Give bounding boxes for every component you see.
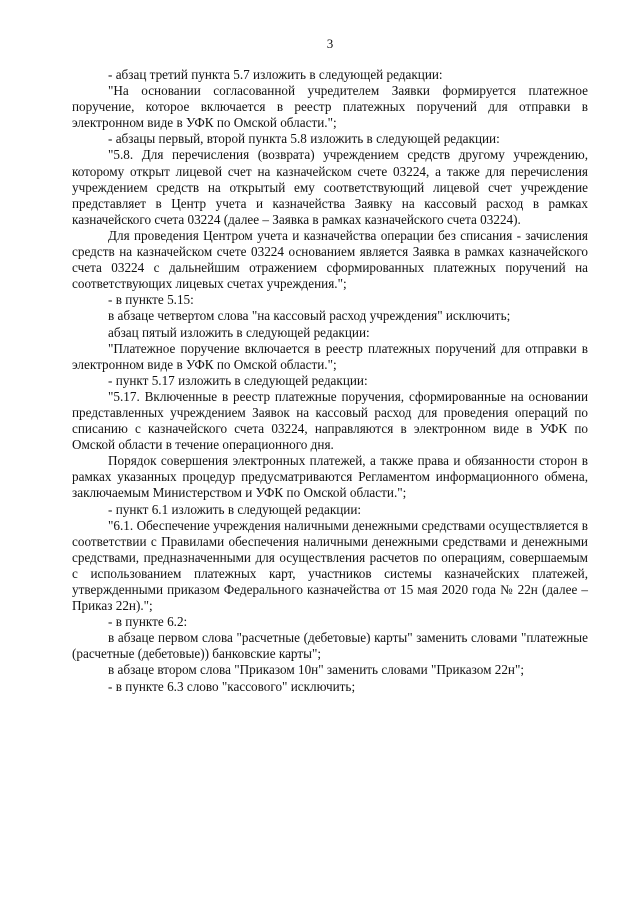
paragraph: в абзаце втором слова "Приказом 10н" заменить словами "Приказом 22н"; bbox=[108, 662, 525, 678]
paragraph: - абзац третий пункта 5.7 изложить в следующей редакции: bbox=[108, 67, 443, 82]
document-body bbox=[72, 67, 588, 695]
paragraph: Порядок совершения электронных платежей, а также права и обязанности сторон в рамках указанных процедур предусматриваются Регламентом информационного обмена, заключаемым Министерством и УФК по Омской области."; bbox=[72, 453, 588, 501]
page-number: 3 bbox=[326, 36, 334, 51]
paragraph: - в пункте 6.3 слово "кассового" исключить; bbox=[108, 678, 356, 694]
paragraph: "6.1. Обеспечение учреждения наличными денежными средствами осуществляется в соответствии с Правилами обеспечения наличными денежными средствами и денежными средствами, предназначенными для осуществления расчетов по операциям, совершаемым с использованием платежных карт, участников системы казначейских платежей, утвержденными приказом Федерального казначейства от 15 мая 2020 года № 22н (далее – Приказ 22н)."; bbox=[72, 517, 588, 614]
paragraph: "5.8. Для перечисления (возврата) учреждением средств другому учреждению, которому открыт лицевой счет на казначейском счете 03224, а также для перечисления учреждением средств на открытый ему соответствующий лицевой счет учреждение представляет в Центр учета и казначейства Заявку на кассовый расход в рамках казначейского счета 03224 (далее – Заявка в рамках казначейского счета 03224). bbox=[72, 147, 588, 227]
paragraph: в абзаце четвертом слова "на кассовый расход учреждения" исключить; bbox=[108, 308, 511, 324]
paragraph: абзац пятый изложить в следующей редакции: bbox=[108, 324, 370, 340]
paragraph: Для проведения Центром учета и казначейства операции без списания - зачисления средств на казначейском счете 03224 основанием является Заявка в рамках казначейского счета 03224 с дальнейшим отражением сформированных платежных поручений на соответствующих лицевых счетах учреждения."; bbox=[72, 227, 588, 292]
paragraph: - в пункте 5.15: bbox=[108, 292, 194, 308]
paragraph: - пункт 6.1 изложить в следующей редакции: bbox=[108, 501, 362, 517]
paragraph: "5.17. Включенные в реестр платежные поручения, сформированные на основании представленных учреждением Заявок на кассовый расход для проведения операций по списанию с казначейского счета 03224, направляются в электронном виде в УФК по Омской области в течение операционного дня. bbox=[72, 388, 588, 453]
paragraph: в абзаце первом слова "расчетные (дебетовые) карты" заменить словами "платежные (расчетные (дебетовые)) банковские карты"; bbox=[72, 630, 588, 662]
paragraph: - в пункте 6.2: bbox=[108, 614, 188, 630]
paragraph: "Платежное поручение включается в реестр платежных поручений для отправки в электронном виде в УФК по Омской области."; bbox=[72, 340, 588, 372]
paragraph: "На основании согласованной учредителем Заявки формируется платежное поручение, которое включается в реестр платежных поручений для отправки в электронном виде в УФК по Омской области."; bbox=[72, 83, 588, 131]
paragraph: - абзацы первый, второй пункта 5.8 изложить в следующей редакции: bbox=[108, 131, 500, 147]
paragraph: - пункт 5.17 изложить в следующей редакции: bbox=[108, 372, 368, 388]
